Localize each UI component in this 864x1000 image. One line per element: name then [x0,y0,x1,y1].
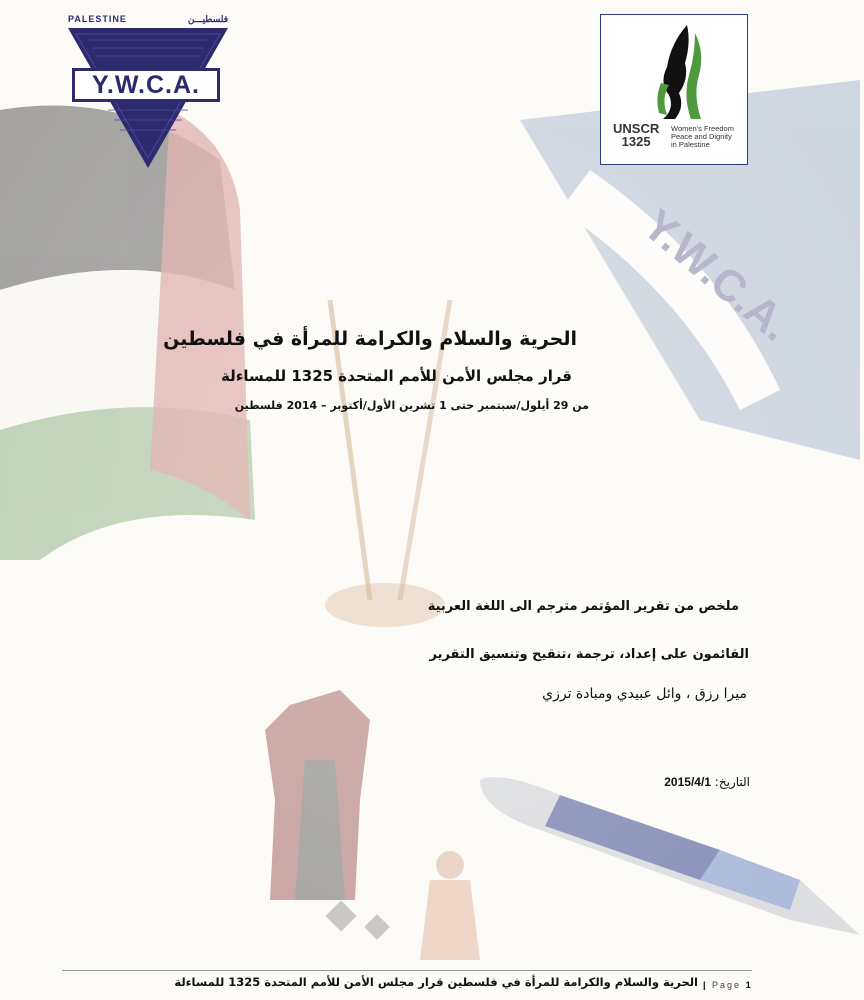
unscr-tagline-line: in Palestine [671,140,710,149]
date-value: 2015/4/1 [664,775,711,789]
preparers-label: القائمون على إعداد، ترجمة ،تنقيح وتنسيق التقرير [429,647,749,662]
date-line [664,775,750,789]
document-subtitle: قرار مجلس الأمن للأمم المتحدة 1325 للمساءلة [221,367,572,385]
ywca-wordmark: Y.W.C.A. [72,68,220,102]
unscr-tagline-line: Peace and Dignity [671,132,732,141]
footer-divider [62,970,752,971]
footer-title: الحرية والسلام والكرامة للمرأة في فلسطين قرار مجلس الأمن للأمم المتحدة 1325 للمساءلة [174,975,698,989]
women-profile-icon [641,23,711,119]
summary-line: ملخص من تقرير المؤتمر مترجم الى اللغة العربية [427,599,739,614]
unscr-tagline [671,125,734,149]
unscr-tagline-line: Women's Freedom [671,124,734,133]
page-number-value: 1 [745,980,753,990]
date-label: التاريخ: [714,775,750,789]
ywca-country-ar: فلسطيـــن [187,14,228,24]
ywca-logo [62,14,228,170]
unscr-number: 1325 [621,134,651,149]
ywca-country-en: PALESTINE [68,14,127,24]
event-dates: من 29 أيلول/سبتمبر حتى 1 تشرين الأول/أكتوبر – 2014 فلسطين [234,399,589,412]
page-number: | Page 1 [703,980,753,990]
unscr-word: UNSCR [613,121,660,136]
preparer-names: ميرا رزق ، وائل عبيدي ومبادة ترزي [542,686,747,702]
document-title: الحرية والسلام والكرامة للمرأة في فلسطين [163,328,577,350]
page-label: Page [712,980,742,990]
unscr-1325-logo [600,14,748,165]
